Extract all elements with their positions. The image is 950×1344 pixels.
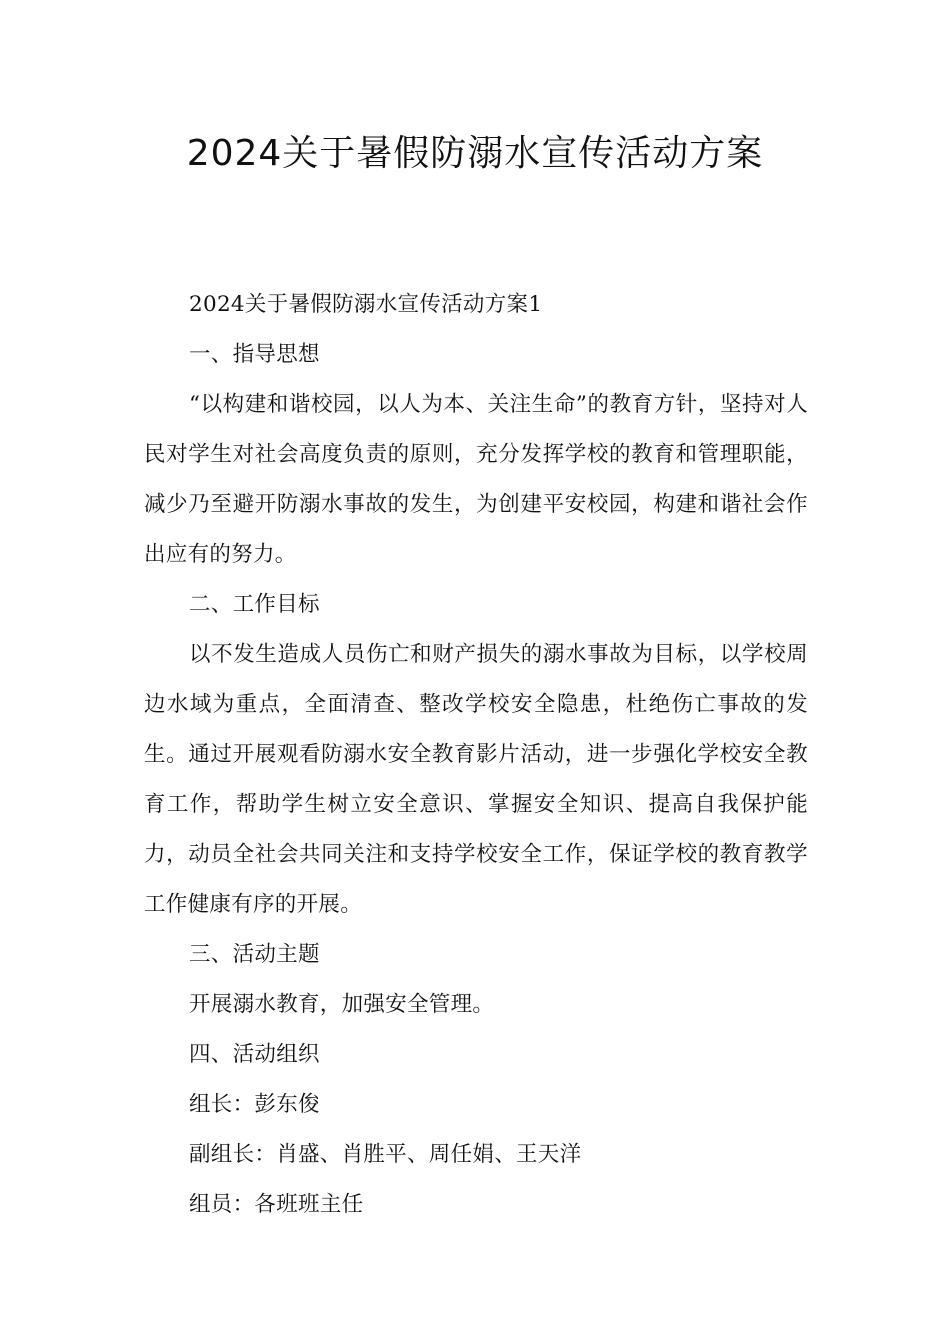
paragraph-work-goals: 以不发生造成人员伤亡和财产损失的溺水事故为目标，以学校周边水域为重点，全面清查、整改学校安全隐患，杜绝伤亡事故的发生。通过开展观看防溺水安全教育影片活动，进一步强化学校安全教育工作，帮助学生树立安全意识、掌握安全知识、提高自我保护能力，动员全社会共同关注和支持学校安全工作，保证学校的教育教学工作健康有序的开展。 — [144, 642, 808, 917]
paragraph-activity-theme: 开展溺水教育，加强安全管理。 — [189, 992, 495, 1017]
paragraph-deputy-leaders: 副组长：肖盛、肖胜平、周任娟、王天洋 — [189, 1142, 582, 1167]
heading-activity-organization: 四、活动组织 — [189, 1042, 320, 1067]
heading-guiding-ideology: 一、指导思想 — [189, 342, 320, 367]
paragraph-team-leader: 组长：彭东俊 — [189, 1092, 320, 1117]
heading-work-goals: 二、工作目标 — [189, 592, 320, 617]
paragraph-guiding-ideology: “以构建和谐校园，以人为本、关注生命”的教育方针，坚持对人民对学生对社会高度负责的原则，充分发挥学校的教育和管理职能，减少乃至避开防溺水事故的发生，为创建平安校园，构建和谐社会作出应有的努力。 — [144, 392, 808, 567]
heading-activity-theme: 三、活动主题 — [189, 942, 320, 967]
paragraph-team-members: 组员：各班班主任 — [189, 1192, 364, 1217]
document-title: 2024关于暑假防溺水宣传活动方案 — [186, 133, 764, 174]
section-subtitle: 2024关于暑假防溺水宣传活动方案1 — [189, 292, 543, 317]
document-body — [144, 280, 808, 1230]
